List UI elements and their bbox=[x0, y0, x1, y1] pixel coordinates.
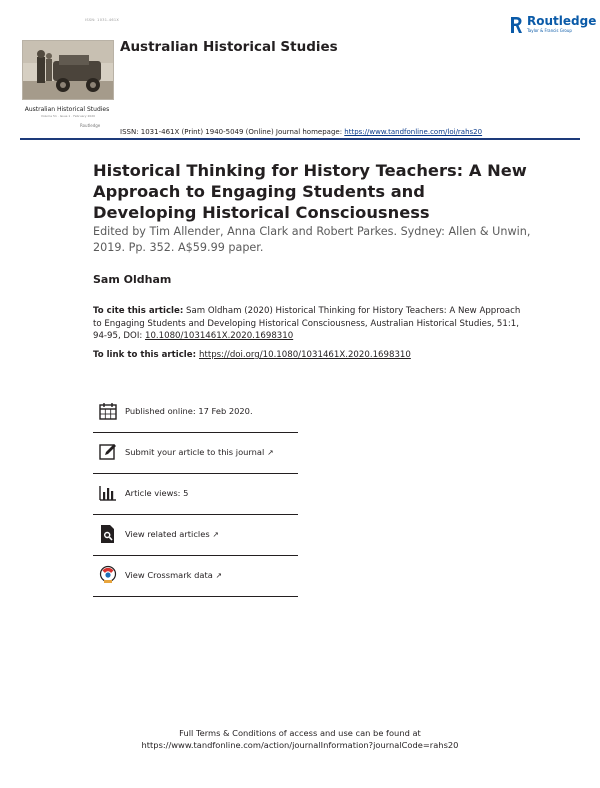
calendar-icon bbox=[98, 401, 118, 421]
review-details: Edited by Tim Allender, Anna Clark and Robert Parkes. Sydney: Allen & Unwin, 2019. Pp. 352. A$59.99 paper. bbox=[93, 225, 531, 254]
metric-submit[interactable] bbox=[93, 432, 298, 474]
citation-text: Sam Oldham (2020) Historical Thinking for History Teachers: A New Approach to Engaging Students and Developing Historical Consciousness, Australian Historical Studies, 51:1, 94-95, DOI: bbox=[93, 306, 521, 342]
article-doi-url[interactable]: https://doi.org/10.1080/1031461X.2020.1698310 bbox=[199, 350, 411, 360]
cover-issue-meta: Volume 51 · Issue 1 · February 2020 bbox=[40, 114, 96, 118]
publisher-text bbox=[527, 15, 596, 33]
journal-title: Australian Historical Studies bbox=[120, 39, 338, 55]
footer-terms-link[interactable]: https://www.tandfonline.com/action/journalInformation?journalCode=rahs20 bbox=[141, 740, 459, 750]
article-title: Historical Thinking for History Teachers: A New Approach to Engaging Students and Developing Historical Consciousness bbox=[93, 161, 527, 222]
metric-views bbox=[93, 473, 298, 515]
published-date: Published online: 17 Feb 2020. bbox=[125, 406, 253, 416]
metric-published bbox=[93, 391, 298, 433]
document-search-icon bbox=[98, 524, 118, 544]
cover-journal-title: Australian Historical Studies bbox=[24, 106, 110, 113]
journal-cover-image bbox=[22, 40, 114, 100]
submit-article-text: Submit your article to this journal bbox=[125, 447, 265, 457]
metric-crossmark[interactable] bbox=[93, 555, 298, 597]
submit-article-link[interactable] bbox=[125, 447, 274, 457]
cover-photo bbox=[23, 41, 113, 99]
metric-related[interactable] bbox=[93, 514, 298, 556]
bar-chart-icon bbox=[98, 483, 118, 503]
citation-label: To cite this article: bbox=[93, 306, 184, 316]
article-link-line bbox=[93, 350, 411, 360]
footer-terms bbox=[0, 727, 600, 751]
publisher-name: Routledge bbox=[527, 14, 597, 28]
top-tiny-text: ISSN: 1031-461X bbox=[85, 18, 120, 22]
citation-block bbox=[93, 305, 523, 343]
crossmark-link[interactable] bbox=[125, 570, 222, 580]
external-link-icon: ↗ bbox=[267, 448, 274, 457]
journal-homepage-link[interactable]: https://www.tandfonline.com/loi/rahs20 bbox=[344, 128, 483, 136]
issn-text: ISSN: 1031-461X (Print) 1940-5049 (Online) Journal homepage: bbox=[120, 128, 345, 136]
article-views: Article views: 5 bbox=[125, 488, 189, 498]
routledge-r-icon bbox=[509, 15, 523, 35]
edit-document-icon bbox=[98, 442, 118, 462]
publisher-logo[interactable] bbox=[509, 15, 596, 35]
external-link-icon: ↗ bbox=[215, 571, 223, 580]
article-author: Sam Oldham bbox=[93, 273, 172, 286]
citation-doi-link[interactable]: 10.1080/1031461X.2020.1698310 bbox=[144, 331, 294, 342]
header-divider bbox=[20, 138, 580, 140]
footer-line-1: Full Terms & Conditions of access and use can be found at bbox=[179, 728, 421, 738]
external-link-icon: ↗ bbox=[212, 530, 219, 539]
issn-line bbox=[120, 128, 482, 136]
article-link-label: To link to this article: bbox=[93, 350, 200, 360]
cover-publisher-mark: Routledge bbox=[80, 123, 101, 128]
crossmark-text: View Crossmark data bbox=[125, 570, 213, 580]
publisher-tagline: Taylor & Francis Group bbox=[527, 28, 572, 33]
related-articles-link[interactable] bbox=[125, 529, 219, 539]
related-articles-text: View related articles bbox=[125, 529, 210, 539]
crossmark-icon bbox=[98, 565, 118, 585]
